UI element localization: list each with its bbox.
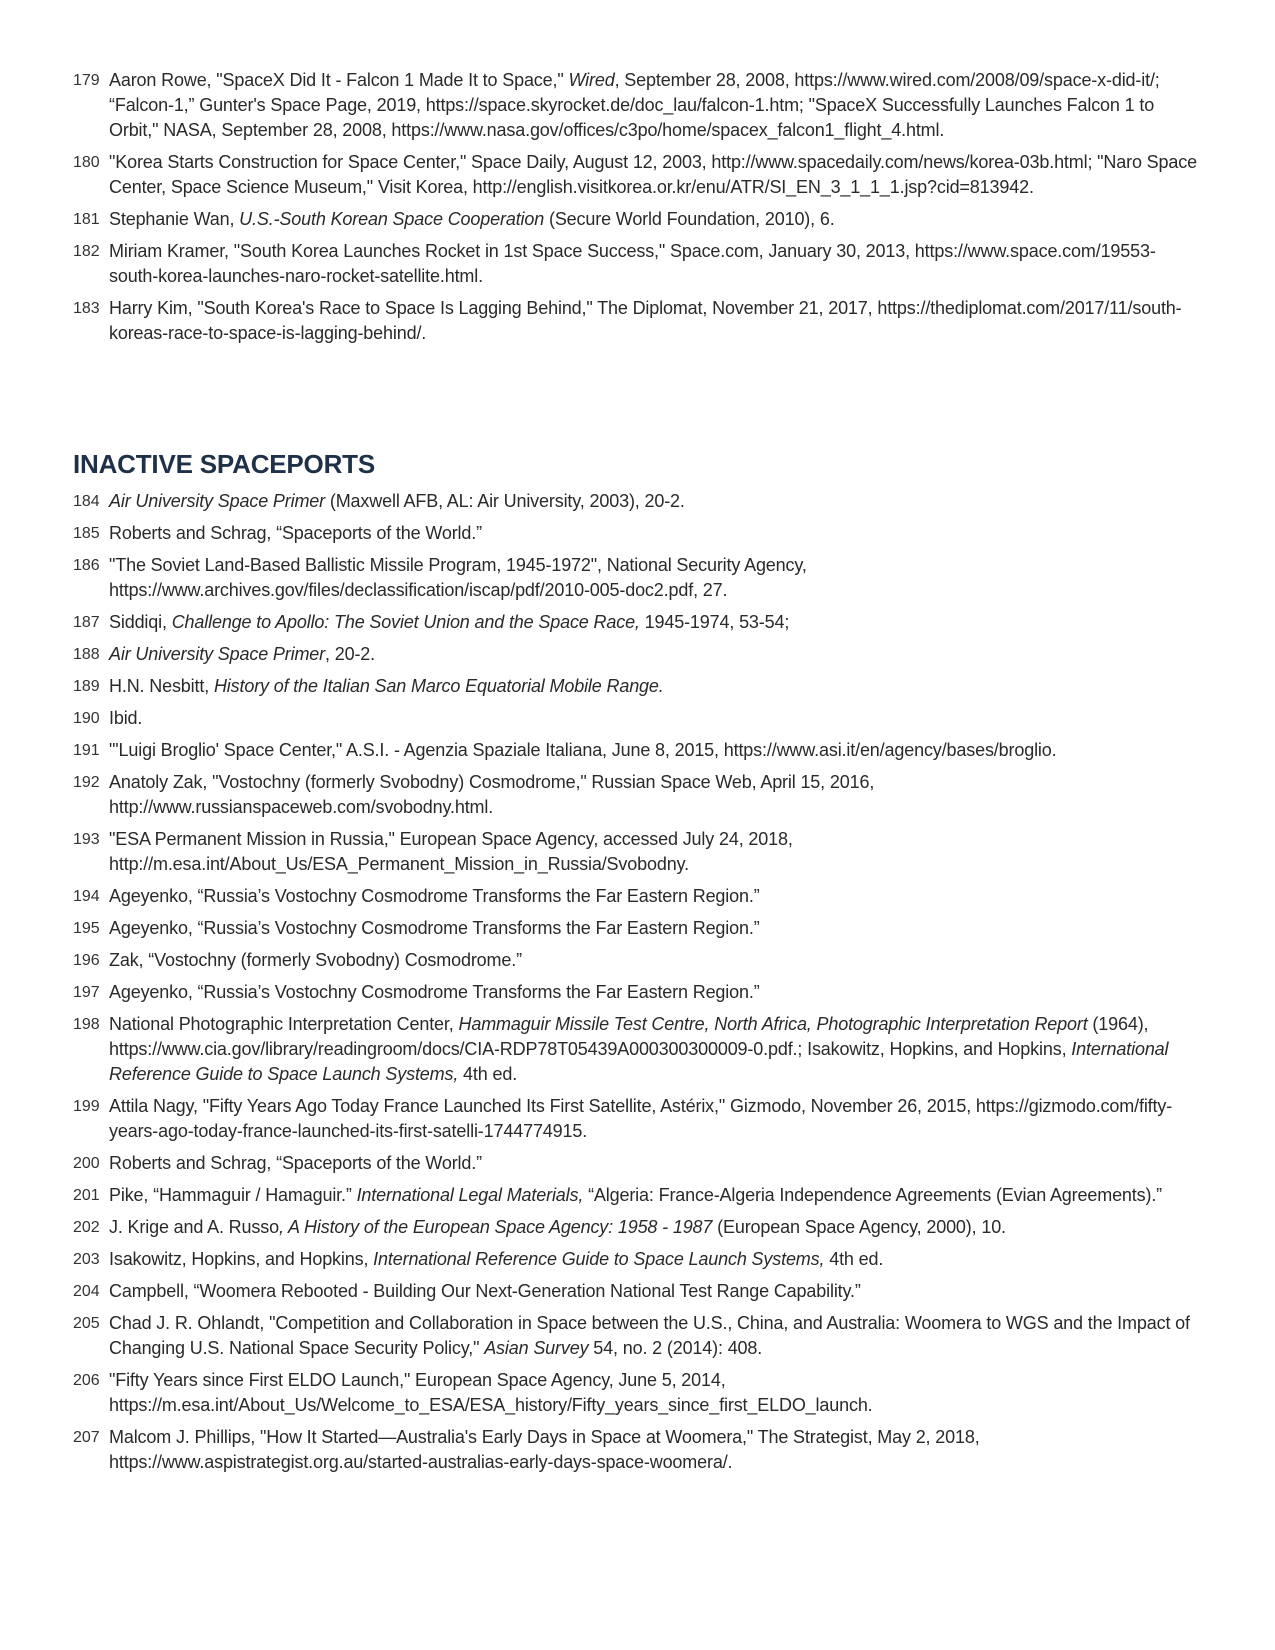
endnote-number: 201 <box>73 1187 100 1204</box>
endnote-number: 189 <box>73 678 100 695</box>
endnote-text <box>109 916 1203 941</box>
endnote-number: 184 <box>73 493 100 510</box>
italic-title: Asian Survey <box>484 1338 589 1358</box>
endnote-number: 207 <box>73 1429 100 1446</box>
endnote-text <box>109 1151 1203 1176</box>
endnote-item <box>73 1279 1203 1304</box>
italic-title: Air University Space Primer <box>109 491 326 511</box>
citation-text: "The Soviet Land-Based Ballistic Missile Program, 1945-1972", National Security Agency, https://www.archives.gov/files/declassification/iscap/pdf/2010-005-doc2.pdf, 27. <box>109 555 807 600</box>
endnote-number: 205 <box>73 1315 100 1332</box>
citation-text: 4th ed. <box>824 1249 884 1269</box>
endnote-item <box>73 916 1203 941</box>
endnote-item <box>73 296 1203 346</box>
citation-text: Zak, “Vostochny (formerly Svobodny) Cosmodrome.” <box>109 950 522 970</box>
italic-title: Air University Space Primer <box>109 644 326 664</box>
citation-text: "Fifty Years since First ELDO Launch," European Space Agency, June 5, 2014, https://m.esa.int/About_Us/Welcome_to_ESA/ESA_history/Fifty_years_since_first_ELDO_launch. <box>109 1370 873 1415</box>
citation-text: Roberts and Schrag, “Spaceports of the World.” <box>109 523 482 543</box>
endnote-item <box>73 489 1203 514</box>
endnote-text <box>109 980 1203 1005</box>
endnote-item <box>73 68 1203 143</box>
endnote-number: 199 <box>73 1098 100 1115</box>
italic-title: U.S.-South Korean Space Cooperation <box>239 209 545 229</box>
endnote-item <box>73 1215 1203 1240</box>
citation-text: Campbell, “Woomera Rebooted - Building Our Next-Generation National Test Range Capability.” <box>109 1281 861 1301</box>
citation-text: Stephanie Wan, <box>109 209 240 229</box>
endnote-number: 191 <box>73 742 100 759</box>
endnote-text <box>109 827 1203 877</box>
endnote-item <box>73 553 1203 603</box>
italic-title: International Reference Guide to Space Launch Systems, <box>373 1249 825 1269</box>
citation-text: Chad J. R. Ohlandt, "Competition and Collaboration in Space between the U.S., China, and Australia: Woomera to WGS and the Impact of Changing U.S. National Space Security Policy," <box>109 1313 1190 1358</box>
citation-text: 1945-1974, 53-54; <box>639 612 790 632</box>
endnote-text <box>109 706 1203 731</box>
citation-text: National Photographic Interpretation Center, <box>109 1014 459 1034</box>
endnote-item <box>73 738 1203 763</box>
endnote-text <box>109 150 1203 200</box>
endnote-item <box>73 1425 1203 1475</box>
citation-text: Anatoly Zak, "Vostochny (formerly Svobodny) Cosmodrome," Russian Space Web, April 15, 2016, http://www.russianspaceweb.com/svobodny.html. <box>109 772 875 817</box>
endnote-item <box>73 1247 1203 1272</box>
citation-text: Aaron Rowe, "SpaceX Did It - Falcon 1 Made It to Space," <box>109 70 569 90</box>
endnote-item <box>73 674 1203 699</box>
endnote-item <box>73 239 1203 289</box>
endnote-text <box>109 489 1203 514</box>
endnote-item <box>73 150 1203 200</box>
citation-text: Miriam Kramer, "South Korea Launches Rocket in 1st Space Success," Space.com, January 30, 2013, https://www.space.com/19553-south-korea-launches-naro-rocket-satellite.html. <box>109 241 1156 286</box>
endnote-number: 182 <box>73 243 100 260</box>
citation-text: "'Luigi Broglio' Space Center," A.S.I. - Agenzia Spaziale Italiana, June 8, 2015, https://www.asi.it/en/agency/bases/broglio. <box>109 740 1057 760</box>
citation-text: (European Space Agency, 2000), 10. <box>712 1217 1006 1237</box>
italic-title: Hammaguir Missile Test Centre, North Africa, Photographic Interpretation Report <box>458 1014 1088 1034</box>
endnote-text <box>109 1215 1203 1240</box>
endnote-number: 180 <box>73 154 100 171</box>
citation-text: Attila Nagy, "Fifty Years Ago Today France Launched Its First Satellite, Astérix," Gizmodo, November 26, 2015, https://gizmodo.com/fifty-years-ago-today-france-launched-its-first-satelli-1744774915. <box>109 1096 1173 1141</box>
endnote-text <box>109 1311 1203 1361</box>
endnote-text <box>109 1012 1203 1087</box>
endnotes-list-bottom <box>73 489 1203 1482</box>
endnote-text <box>109 68 1203 143</box>
endnote-number: 202 <box>73 1219 100 1236</box>
endnote-text <box>109 521 1203 546</box>
citation-text: "ESA Permanent Mission in Russia," European Space Agency, accessed July 24, 2018, http://m.esa.int/About_Us/ESA_Permanent_Mission_in_Russia/Svobodny. <box>109 829 793 874</box>
endnote-item <box>73 884 1203 909</box>
italic-title: History of the Italian San Marco Equatorial Mobile Range. <box>213 676 664 696</box>
endnote-text <box>109 239 1203 289</box>
citation-text: Roberts and Schrag, “Spaceports of the World.” <box>109 1153 482 1173</box>
citation-text: (Maxwell AFB, AL: Air University, 2003), 20-2. <box>325 491 685 511</box>
citation-text: Isakowitz, Hopkins, and Hopkins, <box>109 1249 374 1269</box>
endnote-number: 190 <box>73 710 100 727</box>
endnote-number: 198 <box>73 1016 100 1033</box>
endnote-text <box>109 1247 1203 1272</box>
citation-text: , September 28, 2008, https://www.wired.com/2008/09/space-x-did-it/; “Falcon-1,” Gunter's Space Page, 2019, https://space.skyrocket.de/doc_lau/falcon-1.htm; "SpaceX Successfully Launches Falcon 1 to Orbit," NASA, September 28, 2008, https://www.nasa.gov/offices/c3po/home/spacex_falcon1_flight_4.html. <box>109 70 1160 140</box>
citation-text: 54, no. 2 (2014): 408. <box>588 1338 763 1358</box>
citation-text: Ageyenko, “Russia’s Vostochny Cosmodrome Transforms the Far Eastern Region.” <box>109 886 760 906</box>
endnote-number: 192 <box>73 774 100 791</box>
endnote-number: 197 <box>73 984 100 1001</box>
endnote-text <box>109 296 1203 346</box>
endnote-item <box>73 1012 1203 1087</box>
endnote-number: 203 <box>73 1251 100 1268</box>
citation-text: "Korea Starts Construction for Space Center," Space Daily, August 12, 2003, http://www.spacedaily.com/news/korea-03b.html; "Naro Space Center, Space Science Museum," Visit Korea, http://english.visitkorea.or.kr/enu/ATR/SI_EN_3_1_1_1.jsp?cid=813942. <box>109 152 1197 197</box>
endnote-item <box>73 827 1203 877</box>
section-heading: INACTIVE SPACEPORTS <box>73 449 375 479</box>
italic-title: Challenge to Apollo: The Soviet Union and the Space Race, <box>171 612 640 632</box>
endnote-text <box>109 610 1203 635</box>
endnote-text <box>109 1094 1203 1144</box>
endnote-number: 186 <box>73 557 100 574</box>
endnote-text <box>109 884 1203 909</box>
endnote-number: 183 <box>73 300 100 317</box>
citation-text: Malcom J. Phillips, "How It Started—Australia's Early Days in Space at Woomera," The Strategist, May 2, 2018, https://www.aspistrategist.org.au/started-australias-early-days-space-woomera/. <box>109 1427 980 1472</box>
endnote-number: 195 <box>73 920 100 937</box>
endnote-text <box>109 948 1203 973</box>
citation-text: Siddiqi, <box>109 612 172 632</box>
endnote-text <box>109 770 1203 820</box>
endnote-number: 185 <box>73 525 100 542</box>
endnote-number: 206 <box>73 1372 100 1389</box>
endnote-text <box>109 642 1203 667</box>
endnotes-list-top <box>73 68 1203 353</box>
italic-title: Wired <box>568 70 615 90</box>
citation-text: (1964), https://www.cia.gov/library/readingroom/docs/CIA-RDP78T05439A000300300009-0.pdf.; Isakowitz, Hopkins, and Hopkins, <box>109 1014 1149 1059</box>
endnote-number: 204 <box>73 1283 100 1300</box>
endnote-text <box>109 1183 1203 1208</box>
citation-text: Ageyenko, “Russia’s Vostochny Cosmodrome Transforms the Far Eastern Region.” <box>109 982 760 1002</box>
citation-text: H.N. Nesbitt, <box>109 676 214 696</box>
endnote-text <box>109 553 1203 603</box>
endnote-item <box>73 642 1203 667</box>
endnote-text <box>109 738 1203 763</box>
endnote-item <box>73 207 1203 232</box>
endnote-number: 196 <box>73 952 100 969</box>
endnote-item <box>73 1151 1203 1176</box>
italic-title: International Legal Materials, <box>356 1185 584 1205</box>
citation-text: “Algeria: France-Algeria Independence Agreements (Evian Agreements).” <box>583 1185 1163 1205</box>
citation-text: J. Krige and A. Russo <box>109 1217 279 1237</box>
endnote-number: 194 <box>73 888 100 905</box>
endnote-item <box>73 770 1203 820</box>
endnote-number: 193 <box>73 831 100 848</box>
endnote-item <box>73 948 1203 973</box>
endnote-item <box>73 1368 1203 1418</box>
citation-text: Ageyenko, “Russia’s Vostochny Cosmodrome Transforms the Far Eastern Region.” <box>109 918 760 938</box>
endnote-item <box>73 610 1203 635</box>
endnote-text <box>109 1368 1203 1418</box>
citation-text: Harry Kim, "South Korea's Race to Space Is Lagging Behind," The Diplomat, November 21, 2017, https://thediplomat.com/2017/11/south-koreas-race-to-space-is-lagging-behind/. <box>109 298 1182 343</box>
endnote-text <box>109 674 1203 699</box>
endnote-item <box>73 706 1203 731</box>
endnote-item <box>73 980 1203 1005</box>
endnote-text <box>109 1425 1203 1475</box>
italic-title: , A History of the European Space Agency: 1958 - 1987 <box>278 1217 713 1237</box>
endnote-number: 181 <box>73 211 100 228</box>
endnote-item <box>73 1311 1203 1361</box>
italic-title: International Reference Guide to Space Launch Systems, <box>109 1039 1169 1084</box>
endnote-item <box>73 521 1203 546</box>
citation-text: (Secure World Foundation, 2010), 6. <box>544 209 835 229</box>
endnote-number: 200 <box>73 1155 100 1172</box>
citation-text: Ibid. <box>109 708 143 728</box>
citation-text: , 20-2. <box>325 644 375 664</box>
endnote-item <box>73 1183 1203 1208</box>
endnote-number: 187 <box>73 614 100 631</box>
citation-text: Pike, “Hammaguir / Hamaguir.” <box>109 1185 357 1205</box>
endnote-text <box>109 1279 1203 1304</box>
endnote-number: 188 <box>73 646 100 663</box>
endnote-text <box>109 207 1203 232</box>
endnote-item <box>73 1094 1203 1144</box>
endnote-number: 179 <box>73 72 100 89</box>
citation-text: 4th ed. <box>458 1064 518 1084</box>
